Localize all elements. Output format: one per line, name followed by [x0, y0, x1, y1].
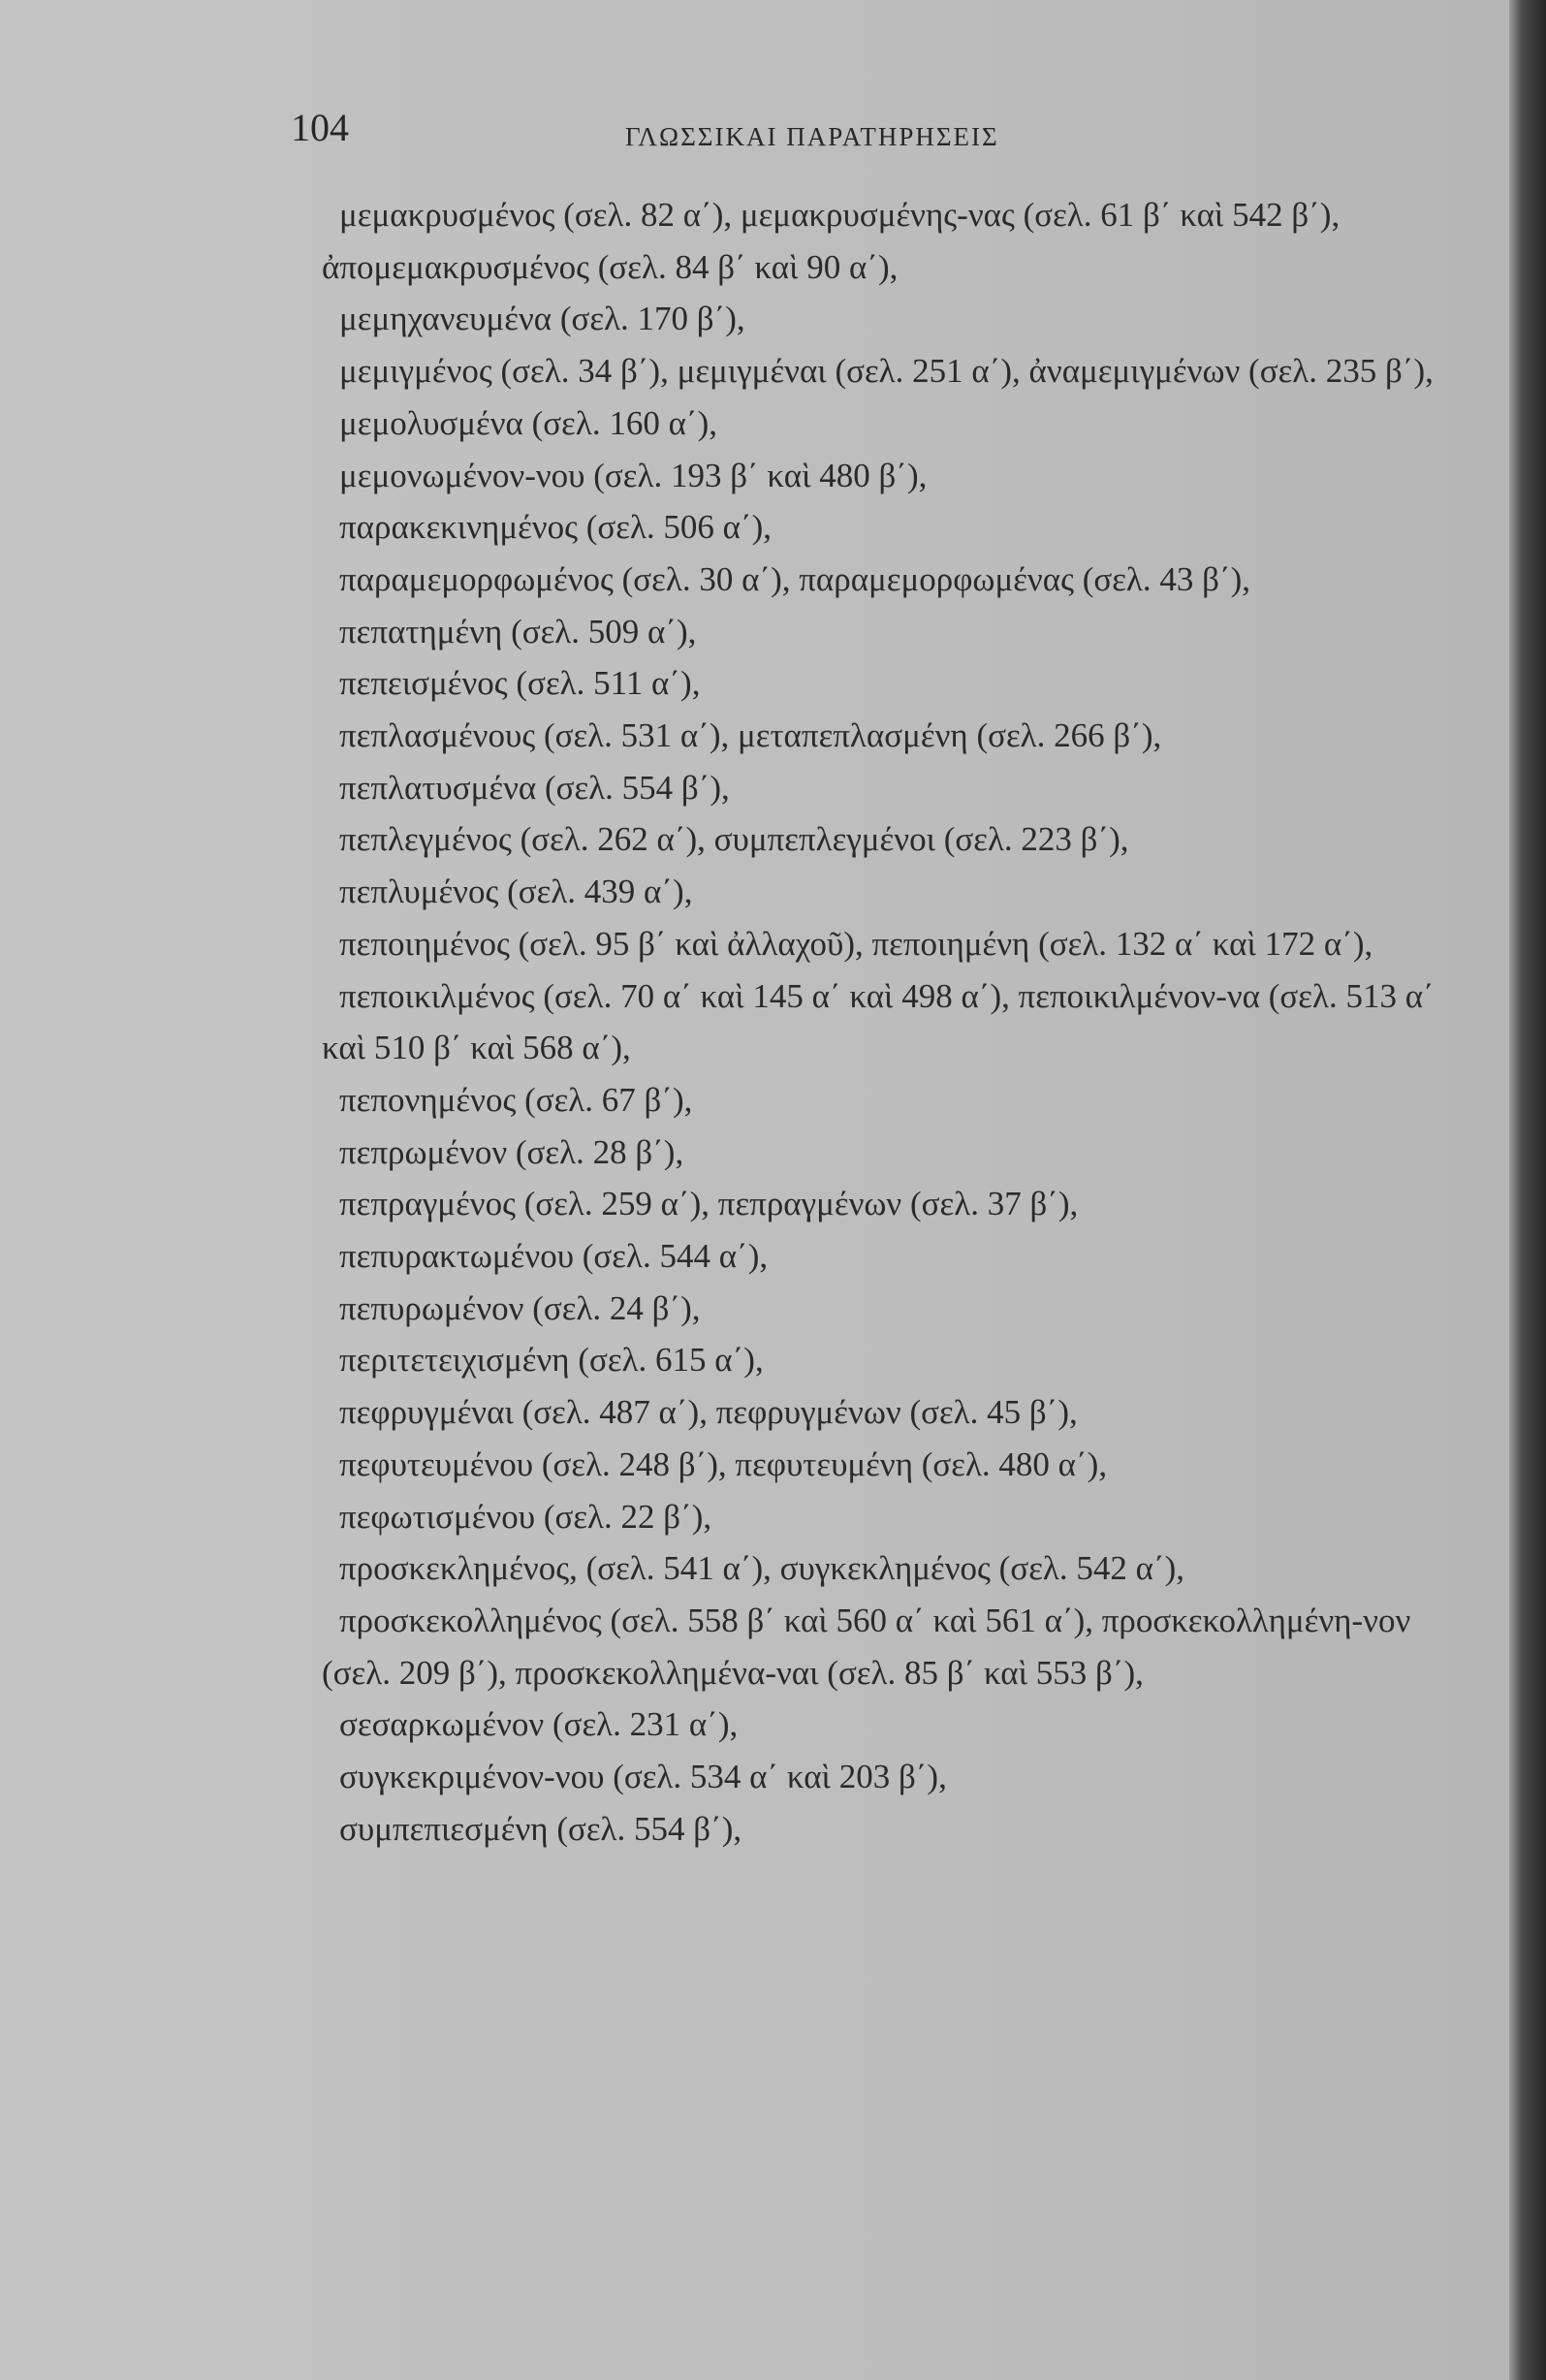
glossary-entry: περιτετειχισμένη (σελ. 615 α΄),: [339, 1341, 764, 1380]
glossary-entry: μεμιγμένος (σελ. 34 β΄), μεμιγμέναι (σελ. 251 α΄), ἀναμεμιγμένων (σελ. 235 β΄),: [339, 352, 1434, 391]
glossary-entry: πεποιημένος (σελ. 95 β΄ καὶ ἀλλαχοῦ), πεποιημένη (σελ. 132 α΄ καὶ 172 α΄),: [339, 924, 1373, 963]
running-title: ΓΛΩΣΣΙΚΑΙ ΠΑΡΑΤΗΡΗΣΕΙΣ: [625, 122, 999, 151]
glossary-entry: πεπυρακτωμένου (σελ. 544 α΄),: [339, 1237, 769, 1276]
page-number: 104: [291, 106, 349, 149]
glossary-entry: μεμολυσμένα (σελ. 160 α΄),: [339, 403, 717, 442]
glossary-entry: πεπονημένος (σελ. 67 β΄),: [339, 1080, 693, 1119]
book-spine-edge: [1509, 0, 1546, 2380]
glossary-entry: πεπλυμένος (σελ. 439 α΄),: [339, 873, 693, 911]
glossary-entry: προσκεκολλημένος (σελ. 558 β΄ καὶ 560 α΄ καὶ 561 α΄), προσκεκολλημένη-νον (σελ. 209 β΄), προσκεκολλημένα-ναι (σελ. 85 β΄ καὶ 553 β΄),: [322, 1601, 1411, 1692]
glossary-entry: πεφυτευμένου (σελ. 248 β΄), πεφυτευμένη (σελ. 480 α΄),: [339, 1444, 1108, 1483]
glossary-entry: πεποικιλμένος (σελ. 70 α΄ καὶ 145 α΄ καὶ 498 α΄), πεποικιλμένον-να (σελ. 513 α΄ καὶ 510 β΄ καὶ 568 α΄),: [322, 976, 1435, 1067]
glossary-entry: πεπυρωμένον (σελ. 24 β΄),: [339, 1288, 701, 1327]
glossary-entry: πεπλεγμένος (σελ. 262 α΄), συμπεπλεγμένοι (σελ. 223 β΄),: [339, 820, 1129, 859]
glossary-entry: παραμεμορφωμένος (σελ. 30 α΄), παραμεμορφωμένας (σελ. 43 β΄),: [339, 559, 1251, 598]
glossary-entry: σεσαρκωμένον (σελ. 231 α΄),: [339, 1705, 739, 1744]
glossary-entry: πεπλατυσμένα (σελ. 554 β΄),: [339, 768, 730, 807]
glossary-entry: πεπραγμένος (σελ. 259 α΄), πεπραγμένων (σελ. 37 β΄),: [339, 1185, 1079, 1223]
glossary-entry: πεπλασμένους (σελ. 531 α΄), μεταπεπλασμένη (σελ. 266 β΄),: [339, 716, 1162, 755]
glossary-entry: πεφρυγμέναι (σελ. 487 α΄), πεφρυγμένων (σελ. 45 β΄),: [339, 1393, 1078, 1432]
page-header: [291, 105, 1260, 163]
glossary-text: [322, 189, 1466, 1856]
glossary-entry: προσκεκλημένος, (σελ. 541 α΄), συγκεκλημένος (σελ. 542 α΄),: [339, 1549, 1185, 1588]
glossary-entry: συμπεπιεσμένη (σελ. 554 β΄),: [339, 1809, 742, 1848]
glossary-entry: μεμηχανευμένα (σελ. 170 β΄),: [339, 300, 745, 338]
glossary-entry: μεμονωμένον-νου (σελ. 193 β΄ καὶ 480 β΄),: [339, 456, 928, 494]
glossary-entry: μεμακρυσμένος (σελ. 82 α΄), μεμακρυσμένης-νας (σελ. 61 β΄ καὶ 542 β΄), ἀπομεμακρυσμένος (σελ. 84 β΄ καὶ 90 α΄),: [322, 196, 1341, 286]
glossary-entry: πεφωτισμένου (σελ. 22 β΄),: [339, 1497, 712, 1536]
glossary-entry: συγκεκριμένον-νου (σελ. 534 α΄ καὶ 203 β΄),: [339, 1758, 947, 1796]
glossary-entry: παρακεκινημένος (σελ. 506 α΄),: [339, 508, 773, 547]
glossary-entry: πεπατημένη (σελ. 509 α΄),: [339, 612, 697, 651]
glossary-entry: πεπρωμένον (σελ. 28 β΄),: [339, 1132, 684, 1171]
glossary-entry: πεπεισμένος (σελ. 511 α΄),: [339, 664, 701, 703]
